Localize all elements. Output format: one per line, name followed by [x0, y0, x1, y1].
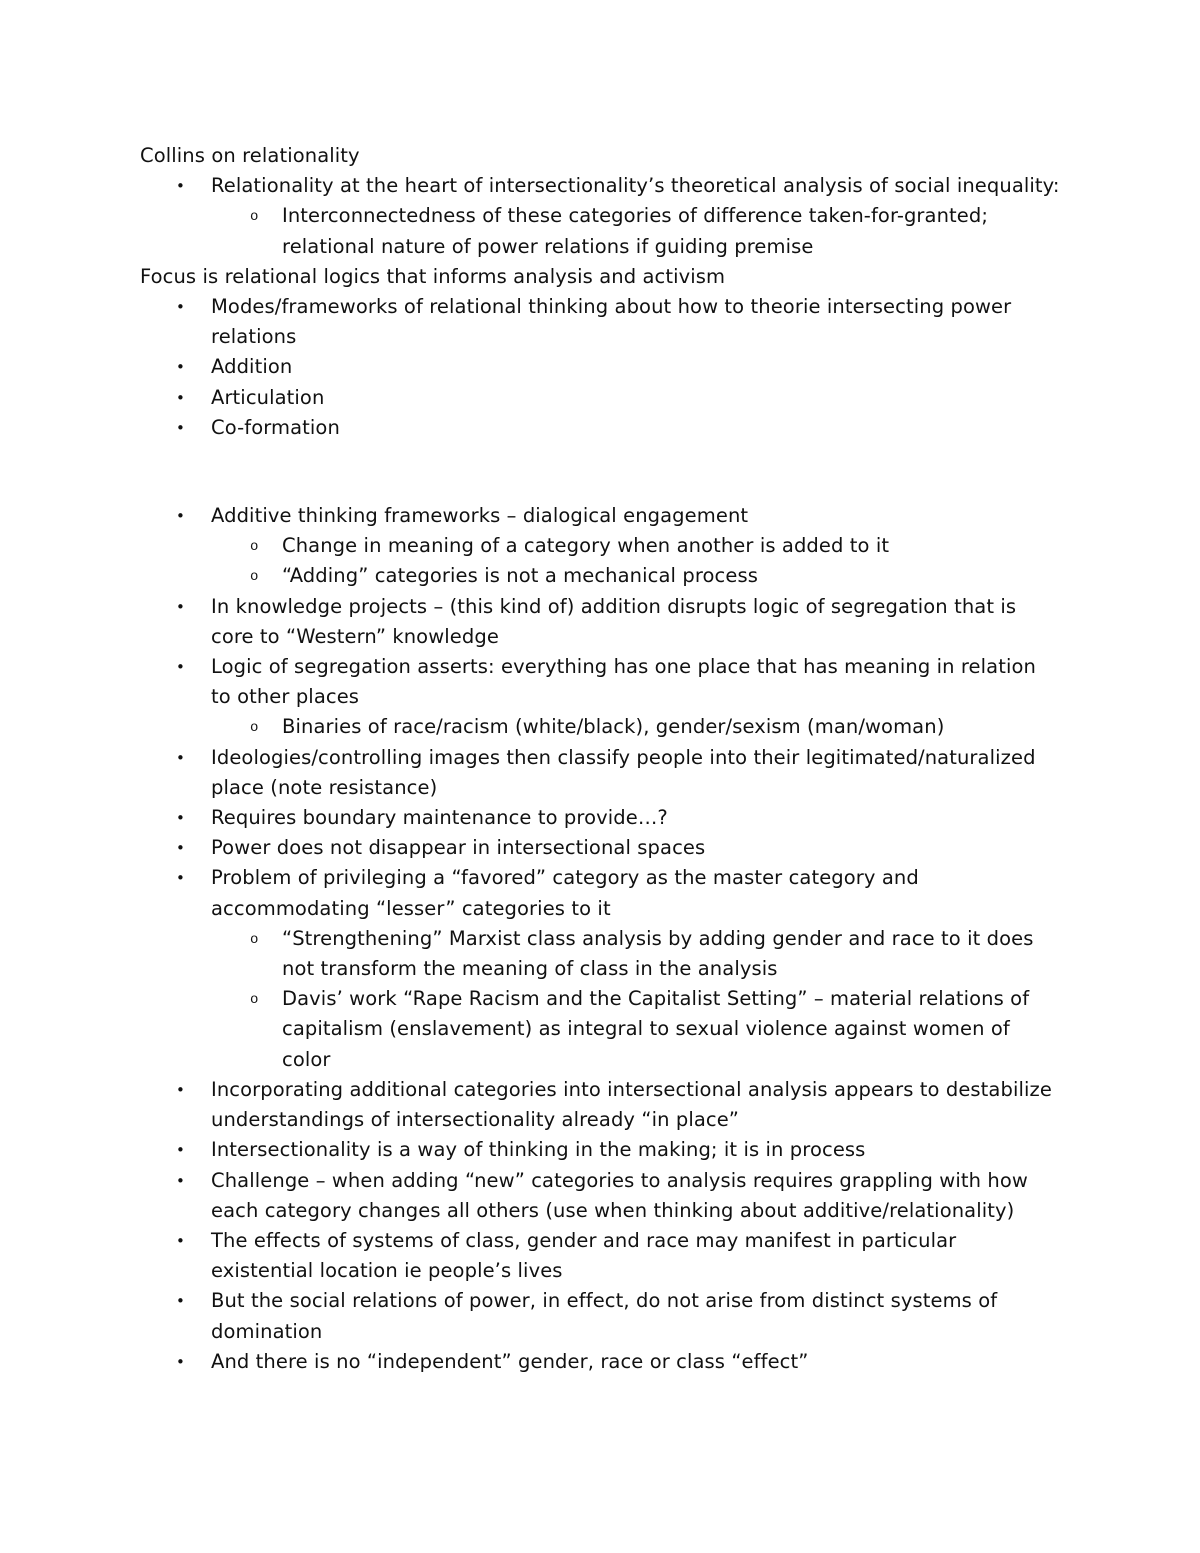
- bullet-item: [140, 592, 1060, 652]
- bullet-text: Intersectionality is a way of thinking in the making; it is in process: [211, 1138, 866, 1162]
- bullet-text: Power does not disappear in intersectional spaces: [211, 836, 706, 860]
- heading-collins-on-relationality: Collins on relationality: [140, 144, 360, 167]
- bullet-text: Requires boundary maintenance to provide…?: [211, 806, 668, 830]
- bullet-icon: •: [176, 507, 185, 526]
- sub-list: [211, 924, 1060, 1075]
- bullet-text: Problem of privileging a “favored” category as the master category and accommodating “lesser” categories to it: [211, 866, 919, 920]
- circle-bullet-icon: o: [250, 569, 259, 586]
- section-1-list: [140, 171, 1060, 262]
- bullet-text: And there is no “independent” gender, race or class “effect”: [211, 1349, 809, 1373]
- bullet-item: [140, 383, 1060, 413]
- bullet-item: [140, 1166, 1060, 1226]
- bullet-icon: •: [176, 358, 185, 377]
- bullet-text: Relationality at the heart of intersectionality’s theoretical analysis of social inequality:: [211, 174, 1060, 198]
- bullet-item: [140, 1226, 1060, 1286]
- sub-bullet-item: [211, 712, 1060, 742]
- bullet-text: Modes/frameworks of relational thinking about how to theorie intersecting power relations: [211, 295, 1012, 349]
- section-3-list: [140, 501, 1060, 1377]
- circle-bullet-icon: o: [250, 539, 259, 556]
- bullet-item: [140, 863, 1060, 923]
- bullet-text: But the social relations of power, in effect, do not arise from distinct systems of domination: [211, 1289, 998, 1343]
- circle-bullet-icon: o: [250, 209, 259, 226]
- sub-bullet-text: “Strengthening” Marxist class analysis by adding gender and race to it does not transform the meaning of class in the analysis: [282, 926, 1034, 981]
- bullet-item: [140, 171, 1060, 201]
- bullet-item: [140, 1286, 1060, 1346]
- sub-list-container: [140, 201, 1060, 261]
- bullet-icon: •: [176, 748, 185, 767]
- sub-bullet-item: [211, 531, 1060, 561]
- bullet-item: [140, 292, 1060, 352]
- blank-space: [140, 443, 1060, 501]
- sub-bullet-item: [211, 984, 1060, 1075]
- bullet-icon: •: [176, 418, 185, 437]
- sub-bullet-text: Davis’ work “Rape Racism and the Capitalist Setting” – material relations of capitalism (enslavement) as integral to sexual violence against women of color: [282, 987, 1030, 1071]
- bullet-icon: •: [176, 1171, 185, 1190]
- bullet-text: Logic of segregation asserts: everything has one place that has meaning in relation to other places: [211, 655, 1036, 709]
- bullet-text: Additive thinking frameworks – dialogical engagement: [211, 504, 749, 528]
- bullet-icon: •: [176, 839, 185, 858]
- bullet-icon: •: [176, 177, 185, 196]
- sub-list-container: [140, 712, 1060, 742]
- bullet-icon: •: [176, 809, 185, 828]
- circle-bullet-icon: o: [250, 931, 259, 948]
- bullet-icon: •: [176, 1352, 185, 1371]
- bullet-item: [140, 833, 1060, 863]
- sub-bullet-text: Interconnectedness of these categories of difference taken-for-granted; relational nature of power relations if guiding premise: [282, 204, 989, 258]
- heading-focus: Focus is relational logics that informs analysis and activism: [140, 264, 726, 288]
- sub-bullet-text: “Adding” categories is not a mechanical process: [282, 564, 758, 588]
- bullet-icon: •: [176, 1080, 185, 1099]
- section-2-list: [140, 292, 1060, 443]
- bullet-item: [140, 413, 1060, 443]
- bullet-text: Challenge – when adding “new” categories to analysis requires grappling with how each category changes all others (use when thinking about additive/relationality): [211, 1168, 1028, 1222]
- sub-list-container: [140, 924, 1060, 1075]
- bullet-text: In knowledge projects – (this kind of) addition disrupts logic of segregation that is core to “Western” knowledge: [211, 594, 1017, 648]
- bullet-item: [140, 1075, 1060, 1135]
- bullet-icon: •: [176, 658, 185, 677]
- sub-bullet-item: [211, 924, 1060, 984]
- sub-list: [211, 712, 1060, 742]
- sub-bullet-item: [211, 201, 1060, 261]
- circle-bullet-icon: o: [250, 720, 259, 737]
- bullet-item: [140, 743, 1060, 803]
- bullet-icon: •: [176, 1231, 185, 1250]
- document-body: [140, 141, 1060, 1377]
- bullet-icon: •: [176, 388, 185, 407]
- bullet-icon: •: [176, 1292, 185, 1311]
- bullet-icon: •: [176, 298, 185, 317]
- bullet-item: [140, 501, 1060, 531]
- bullet-item: [140, 352, 1060, 382]
- bullet-text: The effects of systems of class, gender and race may manifest in particular existential location ie people’s lives: [211, 1228, 957, 1283]
- sub-list: [211, 531, 1060, 591]
- bullet-item: [140, 652, 1060, 712]
- sub-bullet-item: [211, 561, 1060, 591]
- bullet-icon: •: [176, 869, 185, 888]
- bullet-text: Co-formation: [211, 415, 340, 439]
- circle-bullet-icon: o: [250, 992, 259, 1009]
- bullet-text: Ideologies/controlling images then classify people into their legitimated/naturalized place (note resistance): [211, 745, 1036, 799]
- sub-list: [211, 201, 1060, 261]
- bullet-text: Addition: [211, 355, 293, 379]
- sub-bullet-text: Binaries of race/racism (white/black), gender/sexism (man/woman): [282, 715, 945, 739]
- bullet-item: [140, 803, 1060, 833]
- bullet-text: Incorporating additional categories into intersectional analysis appears to destabilize understandings of intersectionality already “in place”: [211, 1077, 1052, 1132]
- bullet-item: [140, 1135, 1060, 1165]
- bullet-text: Articulation: [211, 385, 325, 409]
- bullet-icon: •: [176, 1141, 185, 1160]
- sub-list-container: [140, 531, 1060, 591]
- bullet-item: [140, 1347, 1060, 1377]
- bullet-icon: •: [176, 597, 185, 616]
- sub-bullet-text: Change in meaning of a category when another is added to it: [282, 534, 890, 558]
